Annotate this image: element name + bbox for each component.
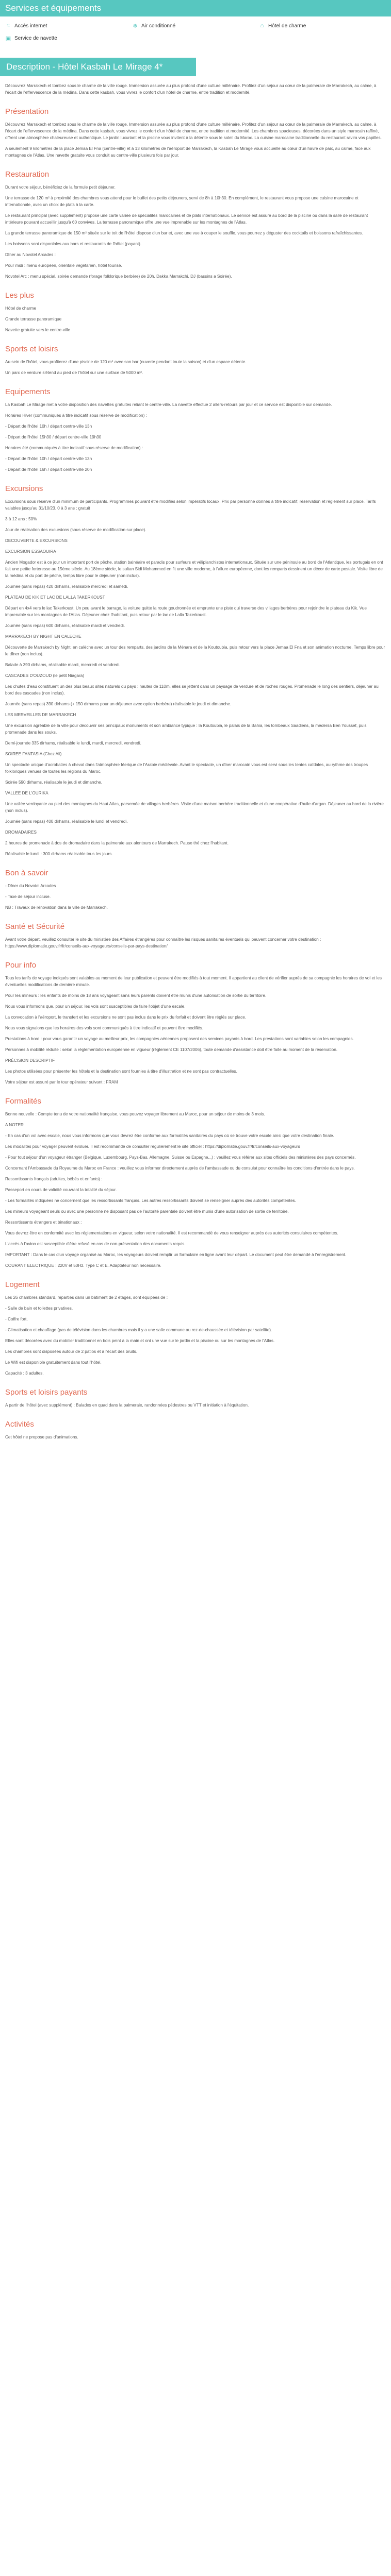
section-paragraph: PLATEAU DE KIK ET LAC DE LALLA TAKERKOUST bbox=[5, 595, 105, 600]
section-paragraph: Les mineurs voyageant seuls ou avec une personne ne disposant pas de l'autorité parentale doivent être munis d'une autorisation de sortie de territoire. bbox=[5, 1209, 289, 1214]
snowflake-icon: ❄ bbox=[133, 23, 138, 29]
section-paragraph: Un spectacle unique d'acrobaties à cheval dans l'atmosphère féerique de l'Arabie médiévale. Avant le spectacle, un dîner marocain vous est servi sous les tentes caïdales, au rythme des troupes folkloriques venues de toutes les régions du Maroc. bbox=[5, 762, 368, 774]
section-paragraph: Pour les mineurs : les enfants de moins de 18 ans voyageant sans leurs parents doivent être munis d'une autorisation de sortie du territoire. bbox=[5, 993, 267, 998]
section bbox=[5, 170, 386, 247]
section bbox=[5, 1388, 386, 1409]
section-paragraph: Tous les tarifs de voyage indiqués sont valables au moment de leur publication et peuvent être modifiés à tout moment. Il appartient au client de vérifier auprès de sa compagnie les horaires de vol et les éventuelles modifications de dernière minute. bbox=[5, 976, 382, 987]
section-paragraph: Cet hôtel ne propose pas d'animations. bbox=[5, 1435, 78, 1439]
section bbox=[5, 922, 386, 950]
equipment-label: Air conditionné bbox=[141, 23, 176, 29]
equipment-label: Service de navette bbox=[14, 35, 57, 41]
section-paragraph: Départ en 4x4 vers le lac Takerkoust. Un peu avant le barrage, la voiture quitte la route goudronnée et emprunte une piste qui traverse des villages berbères pour rejoindre le plateau du Kik. Vue imprenable sur les montagnes de l'Atlas. Déjeuner chez l'habitant, puis retour par le lac de Lalla Takerkoust. bbox=[5, 606, 367, 617]
section-title: Excursions bbox=[5, 484, 43, 493]
section bbox=[5, 1097, 386, 1269]
section-paragraph: Découvrez Marrakech et tombez sous le charme de la ville rouge. Immersion assurée au plus profond d'une culture millénaire. Profitez d'un séjour au cœur de la palmeraie de Marrakech, au calme, à l'écart de l'effervescence de la médina. Dans cette kasbah, vous vivrez le confort d'un hôtel de charme, entre tradition et modernité. bbox=[5, 83, 377, 95]
section-paragraph: PRÉCISION DESCRIPTIF bbox=[5, 1058, 55, 1063]
section-paragraph: Nous vous informons que, pour un séjour, les vols sont susceptibles de faire l'objet d'une escale. bbox=[5, 1004, 186, 1009]
section-title: Les plus bbox=[5, 291, 34, 300]
section-title: Logement bbox=[5, 1280, 40, 1289]
section-paragraph: Bonne nouvelle : Compte tenu de votre nationalité française, vous pouvez voyager librement au Maroc, pour un séjour de moins de 3 mois. bbox=[5, 1112, 265, 1116]
section-paragraph: - Climatisation et chauffage (pas de télévision dans les chambres mais il y a une salle commune au rez-de-chaussée et télévision par satellite). bbox=[5, 1328, 272, 1332]
section-paragraph: Les chambres sont disposées autour de 2 patios et à l'écart des bruits. bbox=[5, 1349, 137, 1354]
section-paragraph: Les modalités pour voyager peuvent évoluer. Il est recommandé de consulter régulièrement le site officiel : https://diplomatie.gouv.fr/fr/conseils-aux-voyageurs bbox=[5, 1144, 300, 1149]
section-paragraph: Les 26 chambres standard, réparties dans un bâtiment de 2 étages, sont équipées de : bbox=[5, 1295, 168, 1300]
section-paragraph: Journée (sans repas) 600 dirhams, réalisable mardi et vendredi. bbox=[5, 623, 125, 628]
section-paragraph: Avant votre départ, veuillez consulter le site du ministère des Affaires étrangères pour connaître les risques sanitaires éventuels qui peuvent concerner votre destination : https://www.diplomatie.gouv.fr/fr/conseils-aux-voyageurs/conseils-par-pays-destination/ bbox=[5, 937, 321, 948]
equipment-item bbox=[259, 23, 386, 29]
equipment-item bbox=[5, 23, 132, 29]
section bbox=[5, 387, 386, 473]
section-paragraph: Personnes à mobilité réduite : selon la réglementation européenne en vigueur (règlement CE 1107/2006), toute demande d'assistance doit être faite au moment de la réservation. bbox=[5, 1047, 338, 1052]
section-title: Sports et loisirs bbox=[5, 345, 58, 353]
section-paragraph: L'accès à l'avion est susceptible d'être refusé en cas de non-présentation des documents requis. bbox=[5, 1242, 186, 1246]
safe-icon: ▣ bbox=[5, 35, 11, 42]
section-paragraph: - Taxe de séjour incluse. bbox=[5, 894, 51, 899]
section bbox=[5, 1420, 386, 1440]
section-paragraph: A NOTER bbox=[5, 1123, 24, 1127]
section-paragraph: Une terrasse de 120 m² à proximité des chambres vous attend pour le buffet des petits déjeuners, servi de 8h à 10h30. En complément, le restaurant vous propose une cuisine marocaine et internationale, avec un choix de plats à la carte. bbox=[5, 196, 359, 207]
section-paragraph: EXCURSION ESSAOUIRA bbox=[5, 549, 56, 554]
section-paragraph: Ancien Mogador est à ce jour un important port de pêche, station balnéaire et paradis pour surfeurs et véliplanchistes internationaux. Située sur une péninsule au bord de l'Atlantique, les portugais en ont fait une petite forteresse au 15ème siècle. Au 18ème siècle, le sultan Sidi Mohammed en fit une ville moderne, à l'allure européenne, dont les remparts dessinent un décor de carte postale. Visite libre de la médina et du port de pêche, temps libre pour le déjeuner (non inclus). bbox=[5, 560, 383, 578]
section-paragraph: Durant votre séjour, bénéficiez de la formule petit déjeuner. bbox=[5, 185, 116, 190]
section-paragraph: NB : Travaux de rénovation dans la ville de Marrakech. bbox=[5, 905, 108, 910]
section bbox=[5, 107, 386, 159]
section-paragraph: DECOUVERTE & EXCURSIONS bbox=[5, 538, 68, 543]
section-title: Sports et loisirs payants bbox=[5, 1388, 88, 1397]
section-title: Activités bbox=[5, 1420, 34, 1429]
section-paragraph: Journée (sans repas) 390 dirhams (+ 150 dirhams pour un déjeuner avec option berbère) réalisable le jeudi et dimanche. bbox=[5, 702, 232, 706]
section-paragraph: Découverte de Marrakech by Night, en calèche avec un tour des remparts, des jardins de la Ménara et de la Koutoubia, puis retour vers la place Jemaa El Fna et son animation nocturne. Temps libre pour le dîner (non inclus). bbox=[5, 645, 385, 656]
section-title: Bon à savoir bbox=[5, 869, 48, 877]
section-paragraph: Passeport en cours de validité couvrant la totalité du séjour. bbox=[5, 1188, 117, 1192]
equipment-label: Hôtel de charme bbox=[268, 23, 306, 29]
section-paragraph: Prestations à bord : pour vous garantir un voyage au meilleur prix, les compagnies aériennes proposent des services payants à bord. Les prestations sont variables selon les compagnies. bbox=[5, 1037, 354, 1041]
section-paragraph: Capacité : 3 adultes. bbox=[5, 1371, 44, 1376]
wifi-icon: ≈ bbox=[6, 23, 10, 29]
section-paragraph: - Départ de l'hôtel 16h / départ centre-ville 20h bbox=[5, 467, 92, 472]
hotel-icon: ⌂ bbox=[260, 23, 264, 29]
section-paragraph: Une vallée verdoyante au pied des montagnes du Haut Atlas, parsemée de villages berbères. Visite d'une maison berbère traditionnelle et d'une coopérative d'huile d'argan. Déjeuner au bord de la rivière (non inclus). bbox=[5, 802, 384, 813]
section-paragraph: Les boissons sont disponibles aux bars et restaurants de l'hôtel (payant). bbox=[5, 242, 142, 246]
section-paragraph: Une excursion agréable de la ville pour découvrir ses principaux monuments et son ambiance typique : la Koutoubia, le palais de la Bahia, les tombeaux Saadiens, la médersa Ben Youssef, puis promenade dans les souks. bbox=[5, 723, 367, 735]
section-paragraph: - Départ de l'hôtel 10h / départ centre-ville 13h bbox=[5, 456, 92, 461]
section-paragraph: Votre séjour est assuré par le tour opérateur suivant : FRAM bbox=[5, 1080, 118, 1084]
section-paragraph: Les photos utilisées pour présenter les hôtels et la destination sont fournies à titre d'illustration et ne sont pas contractuelles. bbox=[5, 1069, 237, 1074]
section-paragraph: - Les formalités indiquées ne concernent que les ressortissants français. Les autres ressortissants doivent se renseigner auprès des autorités compétentes. bbox=[5, 1198, 296, 1203]
equipments-header: Services et équipements bbox=[0, 0, 391, 16]
section-title: Pour info bbox=[5, 961, 37, 970]
section-paragraph: IMPORTANT : Dans le cas d'un voyage organisé au Maroc, les voyageurs doivent remplir un formulaire en ligne avant leur départ. Le document peut être demandé à l'enregistrement. bbox=[5, 1252, 347, 1257]
section-paragraph: Journée (sans repas) 400 dirhams, réalisable le lundi et vendredi. bbox=[5, 819, 128, 824]
section-paragraph: La Kasbah Le Mirage met à votre disposition des navettes gratuites reliant le centre-ville. La navette effectue 2 allers-retours par jour et ce service est disponible sur demande. bbox=[5, 402, 332, 407]
equipment-item bbox=[5, 35, 132, 41]
section-paragraph: Vous devrez être en conformité avec les réglementations en vigueur, selon votre nationalité. Il est recommandé de vous renseigner auprès des autorités consulaires compétentes. bbox=[5, 1231, 338, 1235]
section bbox=[5, 251, 386, 280]
section-paragraph: Le Wifi est disponible gratuitement dans tout l'hôtel. bbox=[5, 1360, 102, 1365]
section bbox=[5, 82, 386, 96]
section-paragraph: Découvrez Marrakech et tombez sous le charme de la ville rouge. Immersion assurée au plus profond d'une culture millénaire. Profitez d'un séjour au cœur de la palmeraie de Marrakech, au calme, à l'écart de l'effervescence de la médina. Dans cette kasbah, vous vivrez le confort d'un hôtel de charme, entre tradition et modernité. Les chambres spacieuses, décorées dans un style marocain raffiné, offrent une atmosphère chaleureuse et authentique. Le jardin luxuriant et la piscine vous invitent à la détente sous le soleil du Maroc. La cuisine marocaine traditionnelle du restaurant ravira vos papilles. bbox=[5, 122, 382, 140]
section bbox=[5, 961, 386, 1086]
section bbox=[5, 1280, 386, 1377]
section-title: Restauration bbox=[5, 170, 50, 179]
section-paragraph: Hôtel de charme bbox=[5, 306, 37, 311]
section-paragraph: 3 à 12 ans : 50% bbox=[5, 517, 37, 521]
section-paragraph: Demi-journée 335 dirhams, réalisable le lundi, mardi, mercredi, vendredi. bbox=[5, 741, 141, 745]
section-paragraph: - Départ de l'hôtel 10h / départ centre-ville 13h bbox=[5, 424, 92, 429]
section-paragraph: Dîner au Novotel Arcades : bbox=[5, 252, 56, 257]
section bbox=[5, 291, 386, 333]
section-paragraph: Pour midi : menu européen, orientale végétarien, hôtel tourisé. bbox=[5, 263, 122, 268]
description-content bbox=[0, 76, 391, 1455]
section-paragraph: VALLEE DE L'OURIKA bbox=[5, 791, 48, 795]
section-paragraph: A seulement 9 kilomètres de la place Jemaa El Fna (centre-ville) et à 13 kilomètres de l'aéroport de Marrakech, la Kasbah Le Mirage vous accueille au cœur d'un havre de paix, au calme, face aux montagnes de l'Atlas. Une navette gratuite vous conduit au centre-ville plusieurs fois par jour. bbox=[5, 146, 371, 158]
section bbox=[5, 345, 386, 376]
section-paragraph: DROMADAIRES bbox=[5, 830, 37, 835]
section-paragraph: Réalisable le lundi : 300 dirhams réalisable tous les jours. bbox=[5, 852, 113, 856]
section-title: Formalités bbox=[5, 1097, 42, 1106]
equipments-list bbox=[0, 16, 391, 44]
section-paragraph: Grande terrasse panoramique bbox=[5, 317, 62, 321]
section-paragraph: Elles sont décorées avec du mobilier traditionnel en bois peint à la main et ont une vue sur le jardin et la piscine ou sur les montagnes de l'Atlas. bbox=[5, 1338, 275, 1343]
section bbox=[5, 869, 386, 911]
section-paragraph: Novotel Arc : menu spécial, soirée demande (forage folklorique berbère) de 20h, Dakka Marrakchi, DJ (bassins a Soirée). bbox=[5, 274, 232, 279]
section-paragraph: - Départ de l'hôtel 15h30 / départ centre-ville 19h30 bbox=[5, 435, 102, 439]
equipment-label: Accès internet bbox=[14, 23, 47, 29]
section-paragraph: Ressortissants français (adultes, bébés et enfants) : bbox=[5, 1177, 103, 1181]
section-paragraph: MARRAKECH BY NIGHT EN CALECHE bbox=[5, 634, 82, 639]
section-paragraph: Au sein de l'hôtel, vous profiterez d'une piscine de 120 m² avec son bar (ouverte pendant toute la saison) et d'un espace détente. bbox=[5, 360, 247, 364]
section-paragraph: - Dîner du Novotel Arcades bbox=[5, 884, 56, 888]
section-paragraph: Les chutes d'eau constituent un des plus beaux sites naturels du pays : hautes de 110m, elles se jettent dans un paysage de verdure et de roches rouges. Promenade le long des sentiers, déjeuner au bord des cascades (non inclus). bbox=[5, 684, 379, 696]
section-paragraph: 2 heures de promenade à dos de dromadaire dans la palmeraie aux alentours de Marrakech. Pause thé chez l'habitant. bbox=[5, 841, 229, 845]
section-paragraph: Un parc de verdure s'étend au pied de l'hôtel sur une surface de 5000 m². bbox=[5, 370, 143, 375]
section-paragraph: Horaires Hiver (communiqués à titre indicatif sous réserve de modification) : bbox=[5, 413, 147, 418]
section bbox=[5, 484, 386, 857]
section-paragraph: Journée (sans repas) 420 dirhams, réalisable mercredi et samedi. bbox=[5, 584, 128, 589]
section-paragraph: CASCADES D'OUZOUD (le petit Niagara) bbox=[5, 673, 85, 678]
section-paragraph: Nous vous signalons que les horaires des vols sont communiqués à titre indicatif et peuvent être modifiés. bbox=[5, 1026, 204, 1030]
section-paragraph: La grande terrasse panoramique de 150 m² située sur le toit de l'hôtel dispose d'un bar et, avec une vue à couper le souffle, vous pourrez y déguster des cocktails et boissons rafraîchissantes. bbox=[5, 231, 363, 235]
section-paragraph: - Pour tout séjour d'un voyageur étranger (Belgique, Luxembourg, Pays-Bas, Allemagne, Suisse ou Espagne...) : veuillez vous référer aux sites officiels des ministères des pays concernés. bbox=[5, 1155, 356, 1160]
section-title: Présentation bbox=[5, 107, 49, 116]
section-paragraph: Excursions sous réserve d'un minimum de participants. Programmes pouvant être modifiés selon impératifs locaux. Prix par personne donnés à titre indicatif, réservation et règlement sur place. Tarifs valables jusqu'au 31/10/23. 0 à 3 ans : gratuit bbox=[5, 499, 376, 511]
section-paragraph: Concernant l'Ambassade du Royaume du Maroc en France : veuillez vous informer directement auprès de l'ambassade ou du consulat pour connaître les conditions d'entrée dans le pays. bbox=[5, 1166, 355, 1171]
section-paragraph: Ressortissants étrangers et binationaux : bbox=[5, 1220, 82, 1225]
section-paragraph: A partir de l'hôtel (avec supplément) : Balades en quad dans la palmeraie, randonnées pédestres ou VTT et initiation à l'équitation. bbox=[5, 1403, 249, 1408]
section-paragraph: Balade à 390 dirhams, réalisable mardi, mercredi et vendredi. bbox=[5, 663, 121, 667]
equipment-item bbox=[132, 23, 259, 29]
section-paragraph: Le restaurant principal (avec supplément) propose une carte variée de spécialités marocaines et de plats internationaux. Le service est assuré au bord de la piscine ou dans la salle de restaurant intérieure pouvant accueillir jusqu'à 60 convives. La terrasse panoramique offre une vue imprenable sur les montagnes de l'Atlas. bbox=[5, 213, 368, 225]
section-paragraph: COURANT ELECTRIQUE : 220V et 50Hz. Type C et E. Adaptateur non nécessaire. bbox=[5, 1263, 161, 1268]
section-paragraph: SOIREE FANTASIA (Chez Ali) bbox=[5, 752, 62, 756]
section-paragraph: - Coffre fort, bbox=[5, 1317, 28, 1321]
section-paragraph: Jour de réalisation des excursions (sous réserve de modification sur place). bbox=[5, 528, 146, 532]
section-paragraph: - En cas d'un vol avec escale, nous vous informons que vous devrez être conforme aux formalités sanitaires du pays où se trouve votre escale ainsi que votre destination finale. bbox=[5, 1133, 334, 1138]
section-paragraph: Soirée 590 dirhams, réalisable le jeudi et dimanche. bbox=[5, 780, 102, 785]
section-paragraph: LES MERVEILLES DE MARRAKECH bbox=[5, 713, 76, 717]
section-paragraph: Horaires été (communiqués à titre indicatif sous réserve de modification) : bbox=[5, 446, 143, 450]
section-paragraph: La convocation à l'aéroport, le transfert et les excursions ne sont pas inclus dans le prix du forfait et doivent être réglés sur place. bbox=[5, 1015, 247, 1020]
section-title: Equipements bbox=[5, 387, 51, 396]
section-paragraph: - Salle de bain et toilettes privatives, bbox=[5, 1306, 73, 1311]
description-header: Description - Hôtel Kasbah Le Mirage 4* bbox=[0, 58, 196, 76]
section-paragraph: Navette gratuite vers le centre-ville bbox=[5, 328, 71, 332]
section-title: Santé et Sécurité bbox=[5, 922, 65, 931]
